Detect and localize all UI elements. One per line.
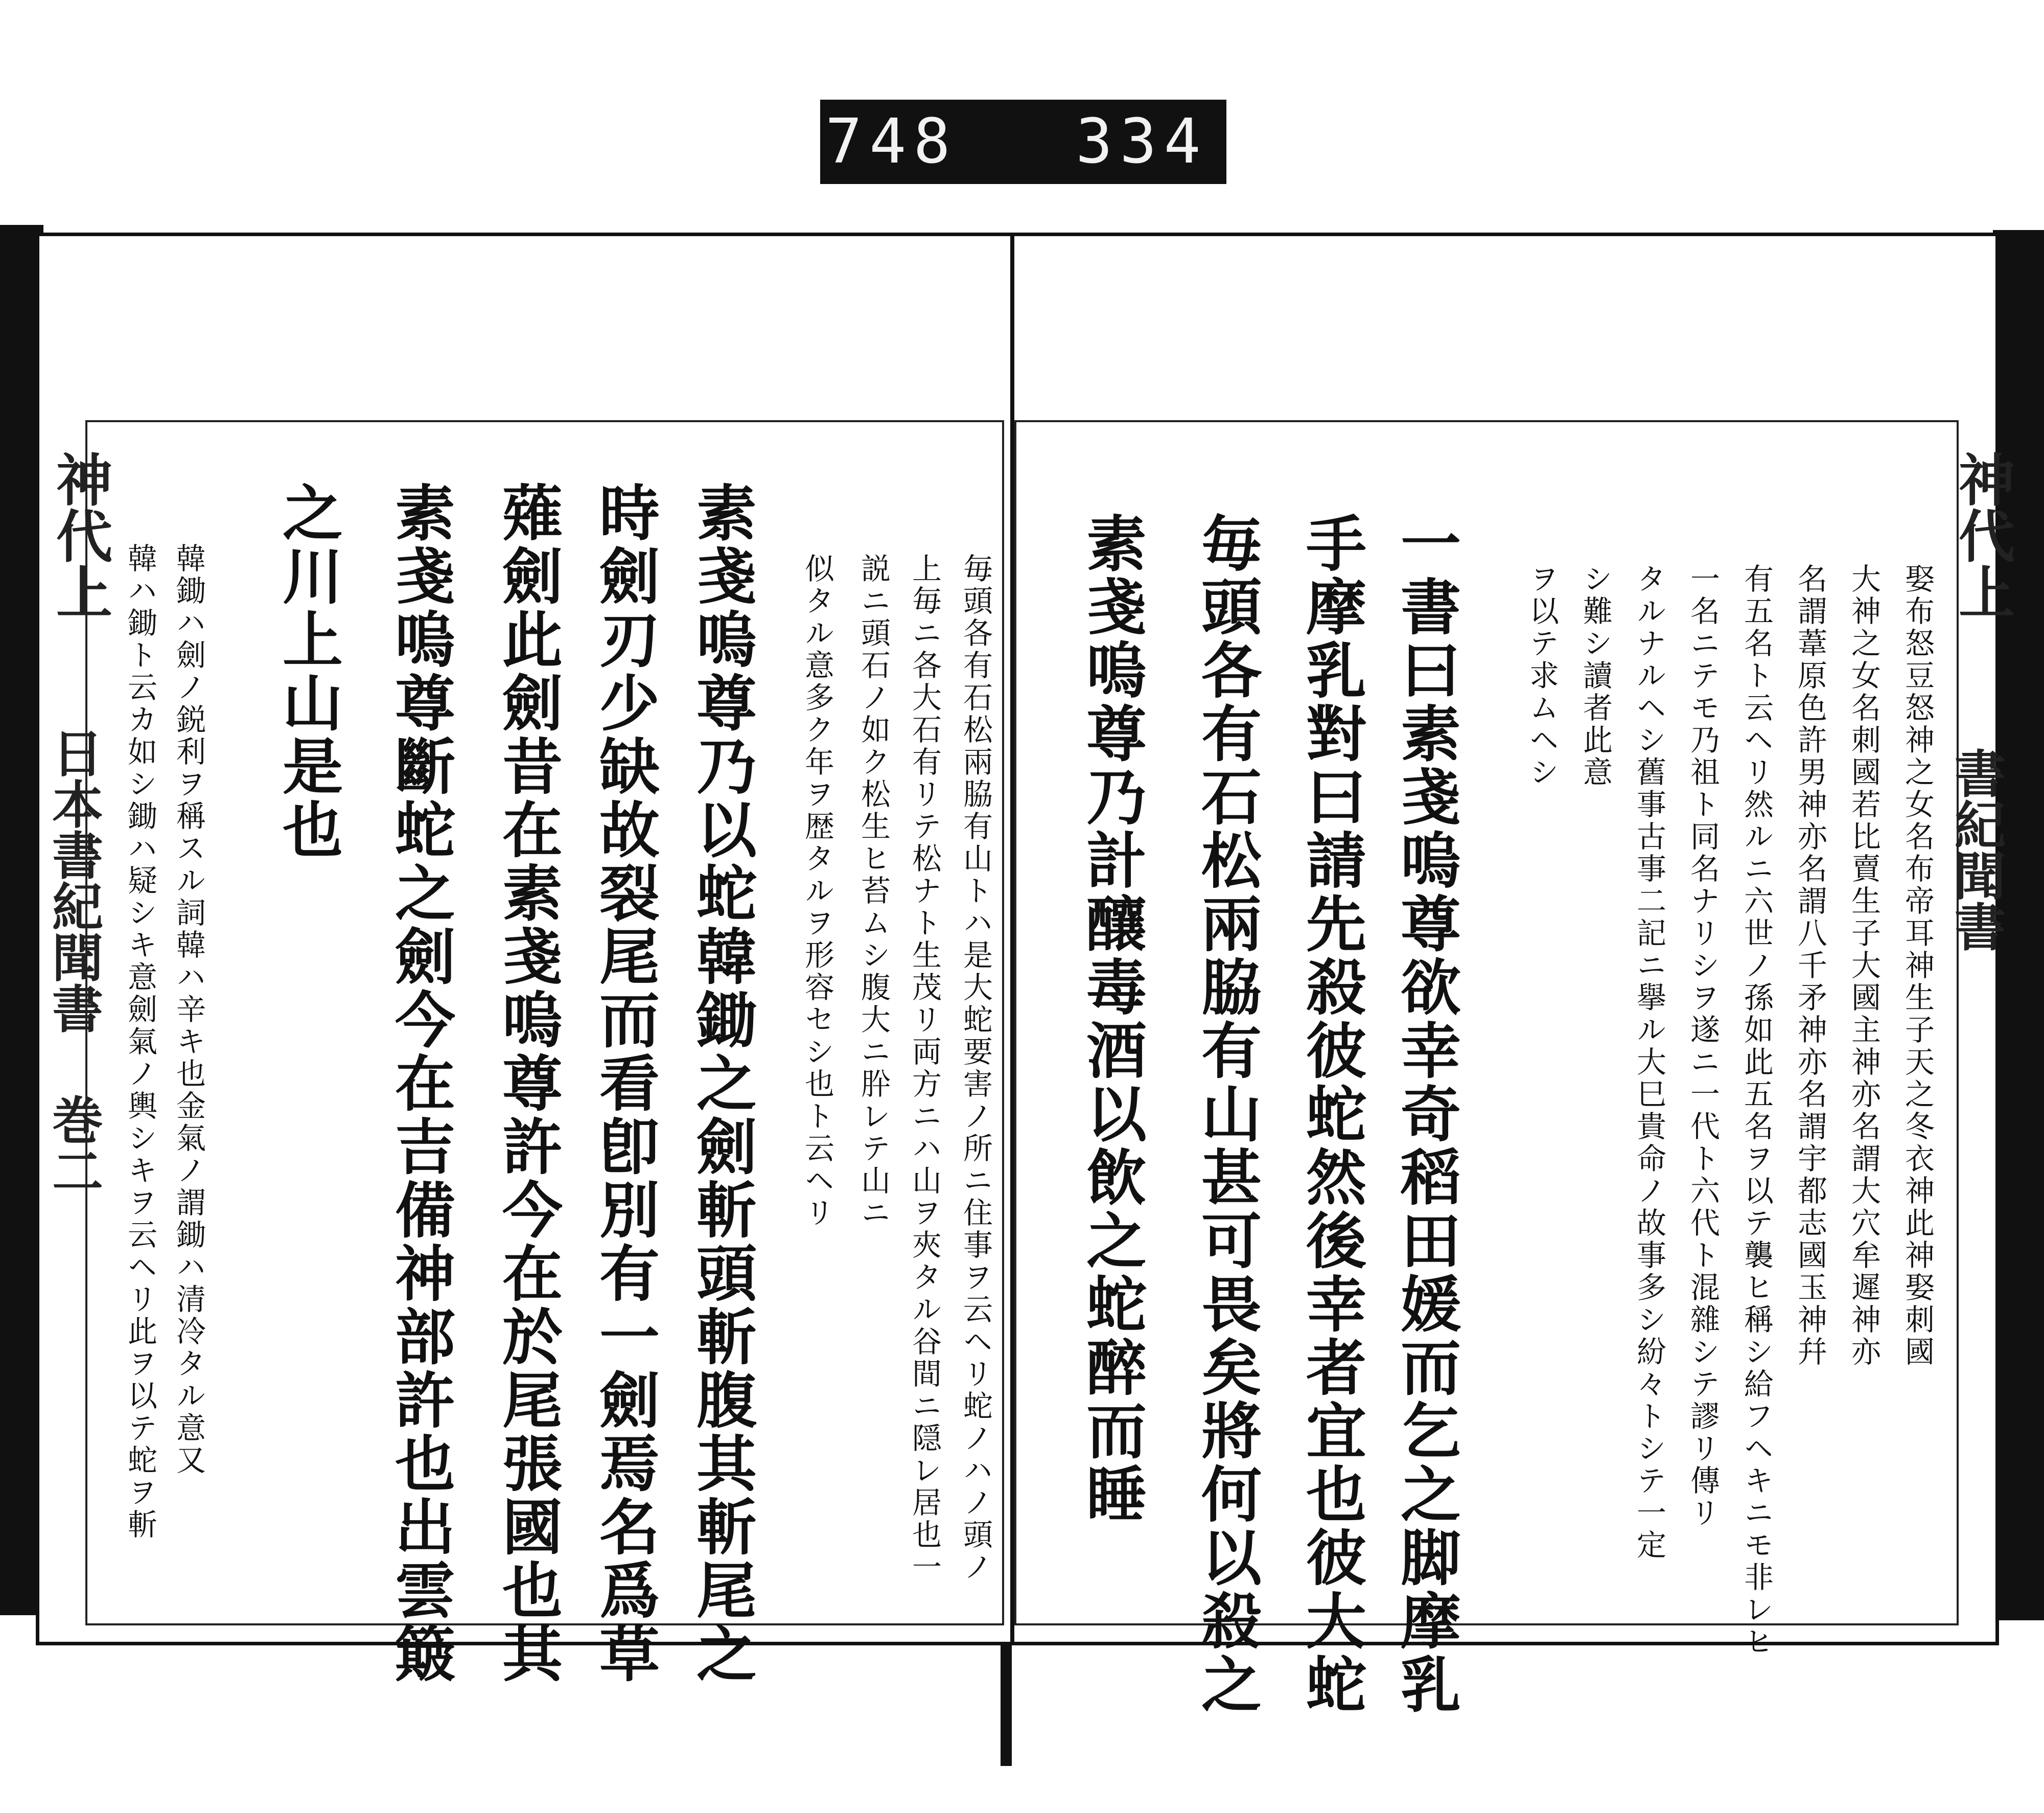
- right-main-column-3: 毎頭各有石松兩脇有山甚可畏矣將何以殺之: [1191, 512, 1262, 1716]
- right-main-column-4: 素戔嗚尊乃計釀毒酒以飲之蛇醉而睡: [1076, 512, 1147, 1526]
- main-column-3: 薙劍此劍昔在素戔嗚尊許今在於尾張國也其: [492, 481, 563, 1686]
- commentary-column-2: 上毎ニ各大石有リテ松ナト生茂リ両方ニハ山ヲ夾タル谷間ニ隠レ居也一: [907, 553, 942, 1583]
- right-main-column-1: 一書曰素戔嗚尊欲幸奇稻田媛而乞之脚摩乳: [1390, 512, 1461, 1716]
- right-small-column-5: 一名ニテモ乃祖ト同名ナリシヲ遂ニ一代ト六代ト混雜シテ謬リ傳リ: [1685, 563, 1720, 1529]
- right-small-column-6: タルナルヘシ舊事古事二記ニ擧ル大巳貴命ノ故事多シ紛々トシテ一定: [1632, 563, 1666, 1562]
- note-column-1: 韓鋤ハ劍ノ鋭利ヲ稱スル詞韓ハ辛キ也金氣ノ謂鋤ハ清冷タル意又: [171, 543, 206, 1477]
- right-small-column-3: 名謂葦原色許男神亦名謂八千矛神亦名謂宇都志國玉神幷: [1793, 563, 1827, 1368]
- commentary-column-4: 似タル意多ク年ヲ歴タルヲ形容セシ也ト云ヘリ: [800, 553, 834, 1229]
- note-column-2: 韓ハ鋤ト云カ如シ鋤ハ疑シキ意劍氣ノ輿シキヲ云ヘリ此ヲ以テ蛇ヲ斬: [123, 543, 157, 1541]
- left-page: [36, 233, 1014, 1686]
- right-small-column-2: 大神之女名刺國若比賣生子大國主神亦名謂大穴牟遲神亦: [1846, 563, 1881, 1368]
- right-page: [1011, 233, 2015, 1716]
- right-small-column-7: シ難シ讀者此意: [1578, 563, 1613, 789]
- catalogue-number-right: 334: [1076, 106, 1208, 177]
- catalogue-number-left: 748: [825, 106, 958, 177]
- main-column-4: 素戔嗚尊斷蛇之劍今在吉備神部許也出雲簸: [385, 481, 456, 1686]
- right-small-column-4: 有五名ト云ヘリ然ルニ六世ノ孫如此五名ヲ以テ襲ヒ稱シ給フヘキニモ非レヒ: [1739, 563, 1774, 1658]
- left-page-header: 神代上: [47, 451, 113, 619]
- main-column-1: 素戔嗚尊乃以蛇韓鋤之劍斬頭斬腹其斬尾之: [686, 481, 757, 1686]
- right-main-column-2: 手摩乳對曰請先殺彼蛇然後幸者宜也彼大蛇: [1296, 512, 1367, 1716]
- right-small-column-1: 娶布怒豆怒神之女名布帝耳神生子天之冬衣神此神娶刺國: [1900, 563, 1935, 1368]
- catalogue-label: [820, 100, 1226, 184]
- right-small-column-8: ヲ以テ求ムヘシ: [1524, 563, 1559, 789]
- commentary-column-3: 説ニ頭石ノ如ク松生ヒ苔ムシ腹大ニ肸レテ山ニ: [856, 553, 891, 1229]
- right-page-header: 神代上: [1949, 451, 2015, 619]
- commentary-column-1: 毎頭各有石松兩脇有山トハ是大蛇要害ノ所ニ住事ヲ云ヘリ蛇ノハノ頭ノ: [958, 553, 993, 1583]
- left-page-volume: 日本書紀聞書 巻二: [43, 727, 104, 1196]
- main-column-5: 之川上山是也: [272, 481, 343, 862]
- main-column-2: 時劍刃少缺故裂尾而看卽別有一劍焉名爲草: [589, 481, 660, 1686]
- right-page-volume: 書紀聞書: [1946, 747, 2006, 952]
